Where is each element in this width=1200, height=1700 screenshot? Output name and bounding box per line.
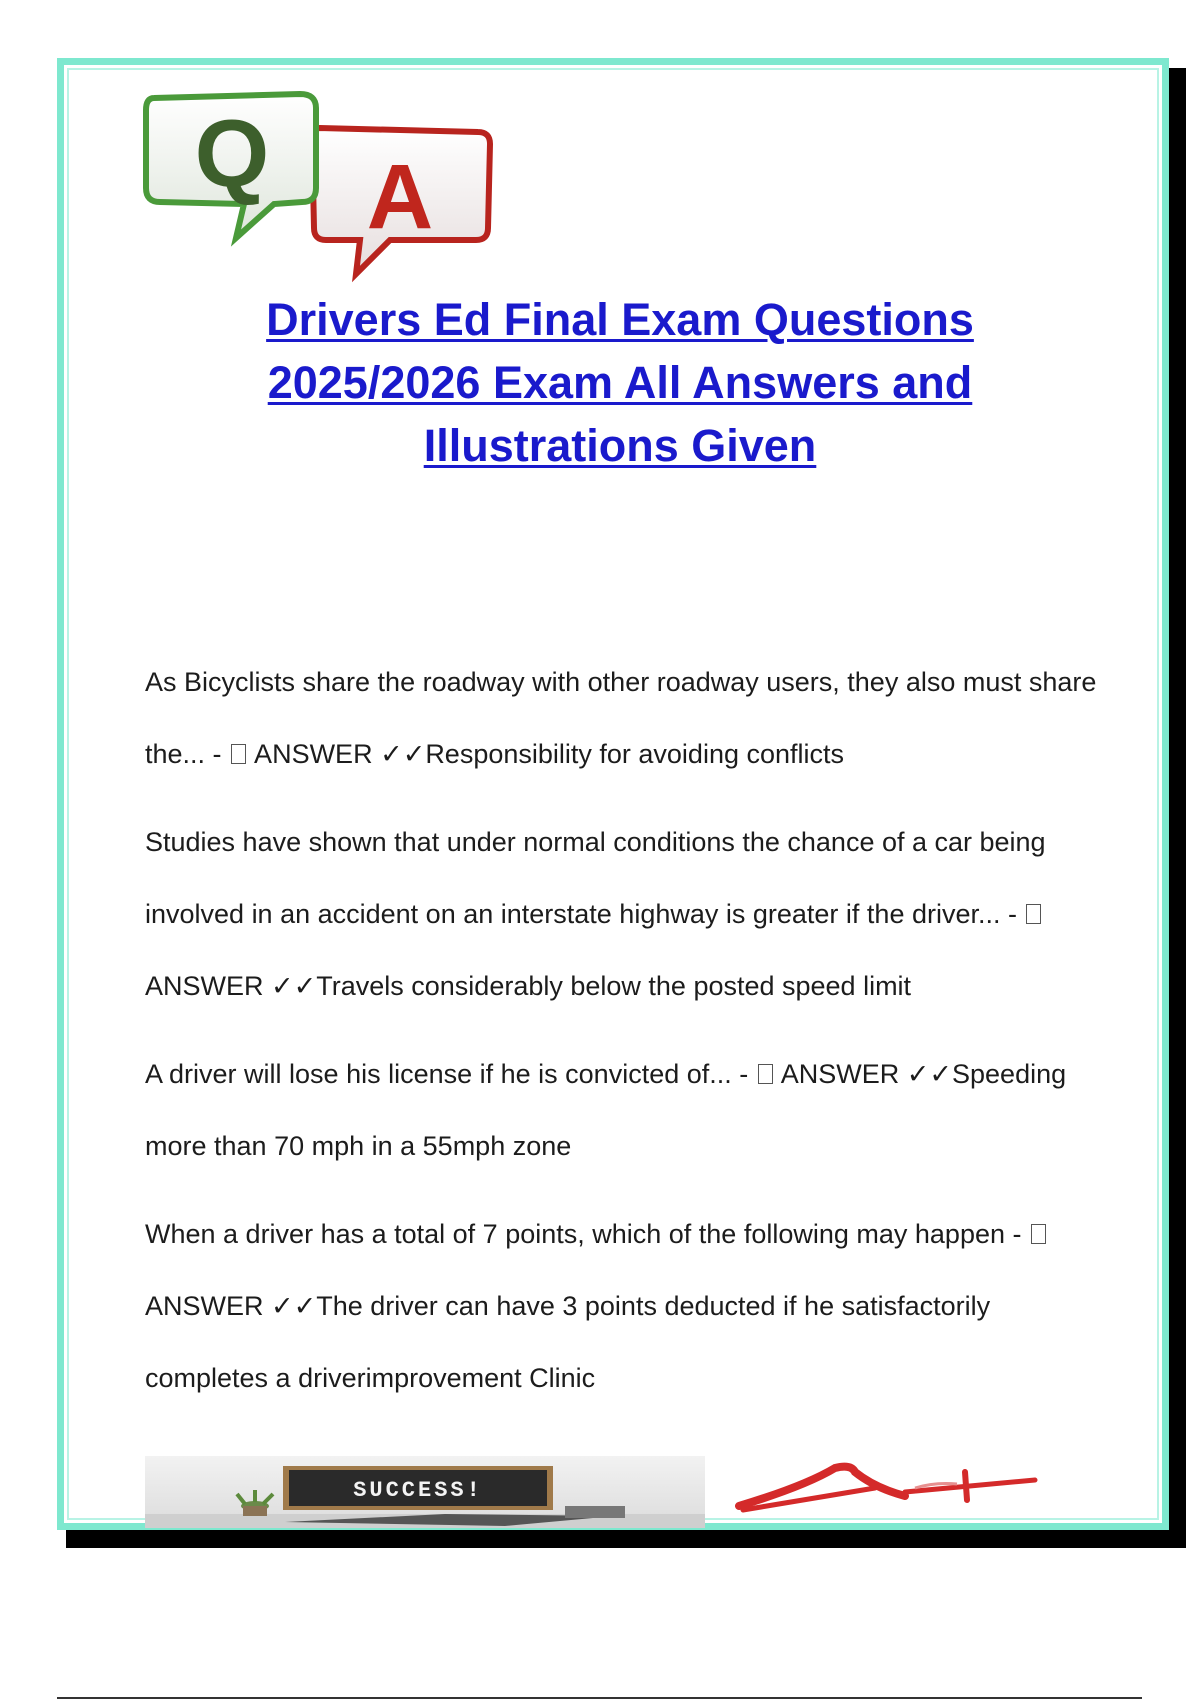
missing-glyph-icon <box>1031 1224 1046 1244</box>
qa-item <box>145 1198 1105 1414</box>
page-bottom-rule <box>57 1697 1142 1699</box>
a-plus-grade-icon <box>735 1458 1055 1518</box>
success-sign-text: SUCCESS! <box>353 1478 483 1503</box>
qa-list <box>145 646 1105 1430</box>
missing-glyph-icon <box>758 1064 773 1084</box>
question-text: As Bicyclists share the roadway with other roadway users, they also must share the... - <box>145 667 1097 769</box>
qa-speech-bubbles-icon <box>140 88 500 288</box>
title-line-2: 2025/2026 Exam All Answers and <box>267 357 973 408</box>
document-title <box>130 288 1110 477</box>
question-text: Studies have shown that under normal conditions the chance of a car being involved in an accident on an interstate highway is greater if the driver... - <box>145 827 1046 929</box>
qa-item <box>145 1038 1105 1182</box>
question-text: A driver will lose his license if he is convicted of... - <box>145 1059 756 1089</box>
title-line-3: Illustrations Given <box>423 420 817 471</box>
a-letter: A <box>366 146 434 248</box>
missing-glyph-icon <box>1026 904 1041 924</box>
question-text: When a driver has a total of 7 points, which of the following may happen - <box>145 1219 1029 1249</box>
success-chalkboard-icon <box>145 1456 705 1528</box>
qa-item <box>145 806 1105 1022</box>
q-letter: Q <box>194 100 270 207</box>
title-line-1: Drivers Ed Final Exam Questions <box>266 294 974 345</box>
answer-text: ANSWER ✓✓The driver can have 3 points deducted if he satisfactorily completes a driverimprovement Clinic <box>145 1291 991 1393</box>
missing-glyph-icon <box>231 744 246 764</box>
answer-text: ANSWER ✓✓Travels considerably below the posted speed limit <box>145 971 912 1001</box>
answer-text: ANSWER ✓✓Speeding more than 70 mph in a 55mph zone <box>145 1059 1067 1161</box>
answer-text: ANSWER ✓✓Responsibility for avoiding conflicts <box>248 739 845 769</box>
qa-item <box>145 646 1105 790</box>
